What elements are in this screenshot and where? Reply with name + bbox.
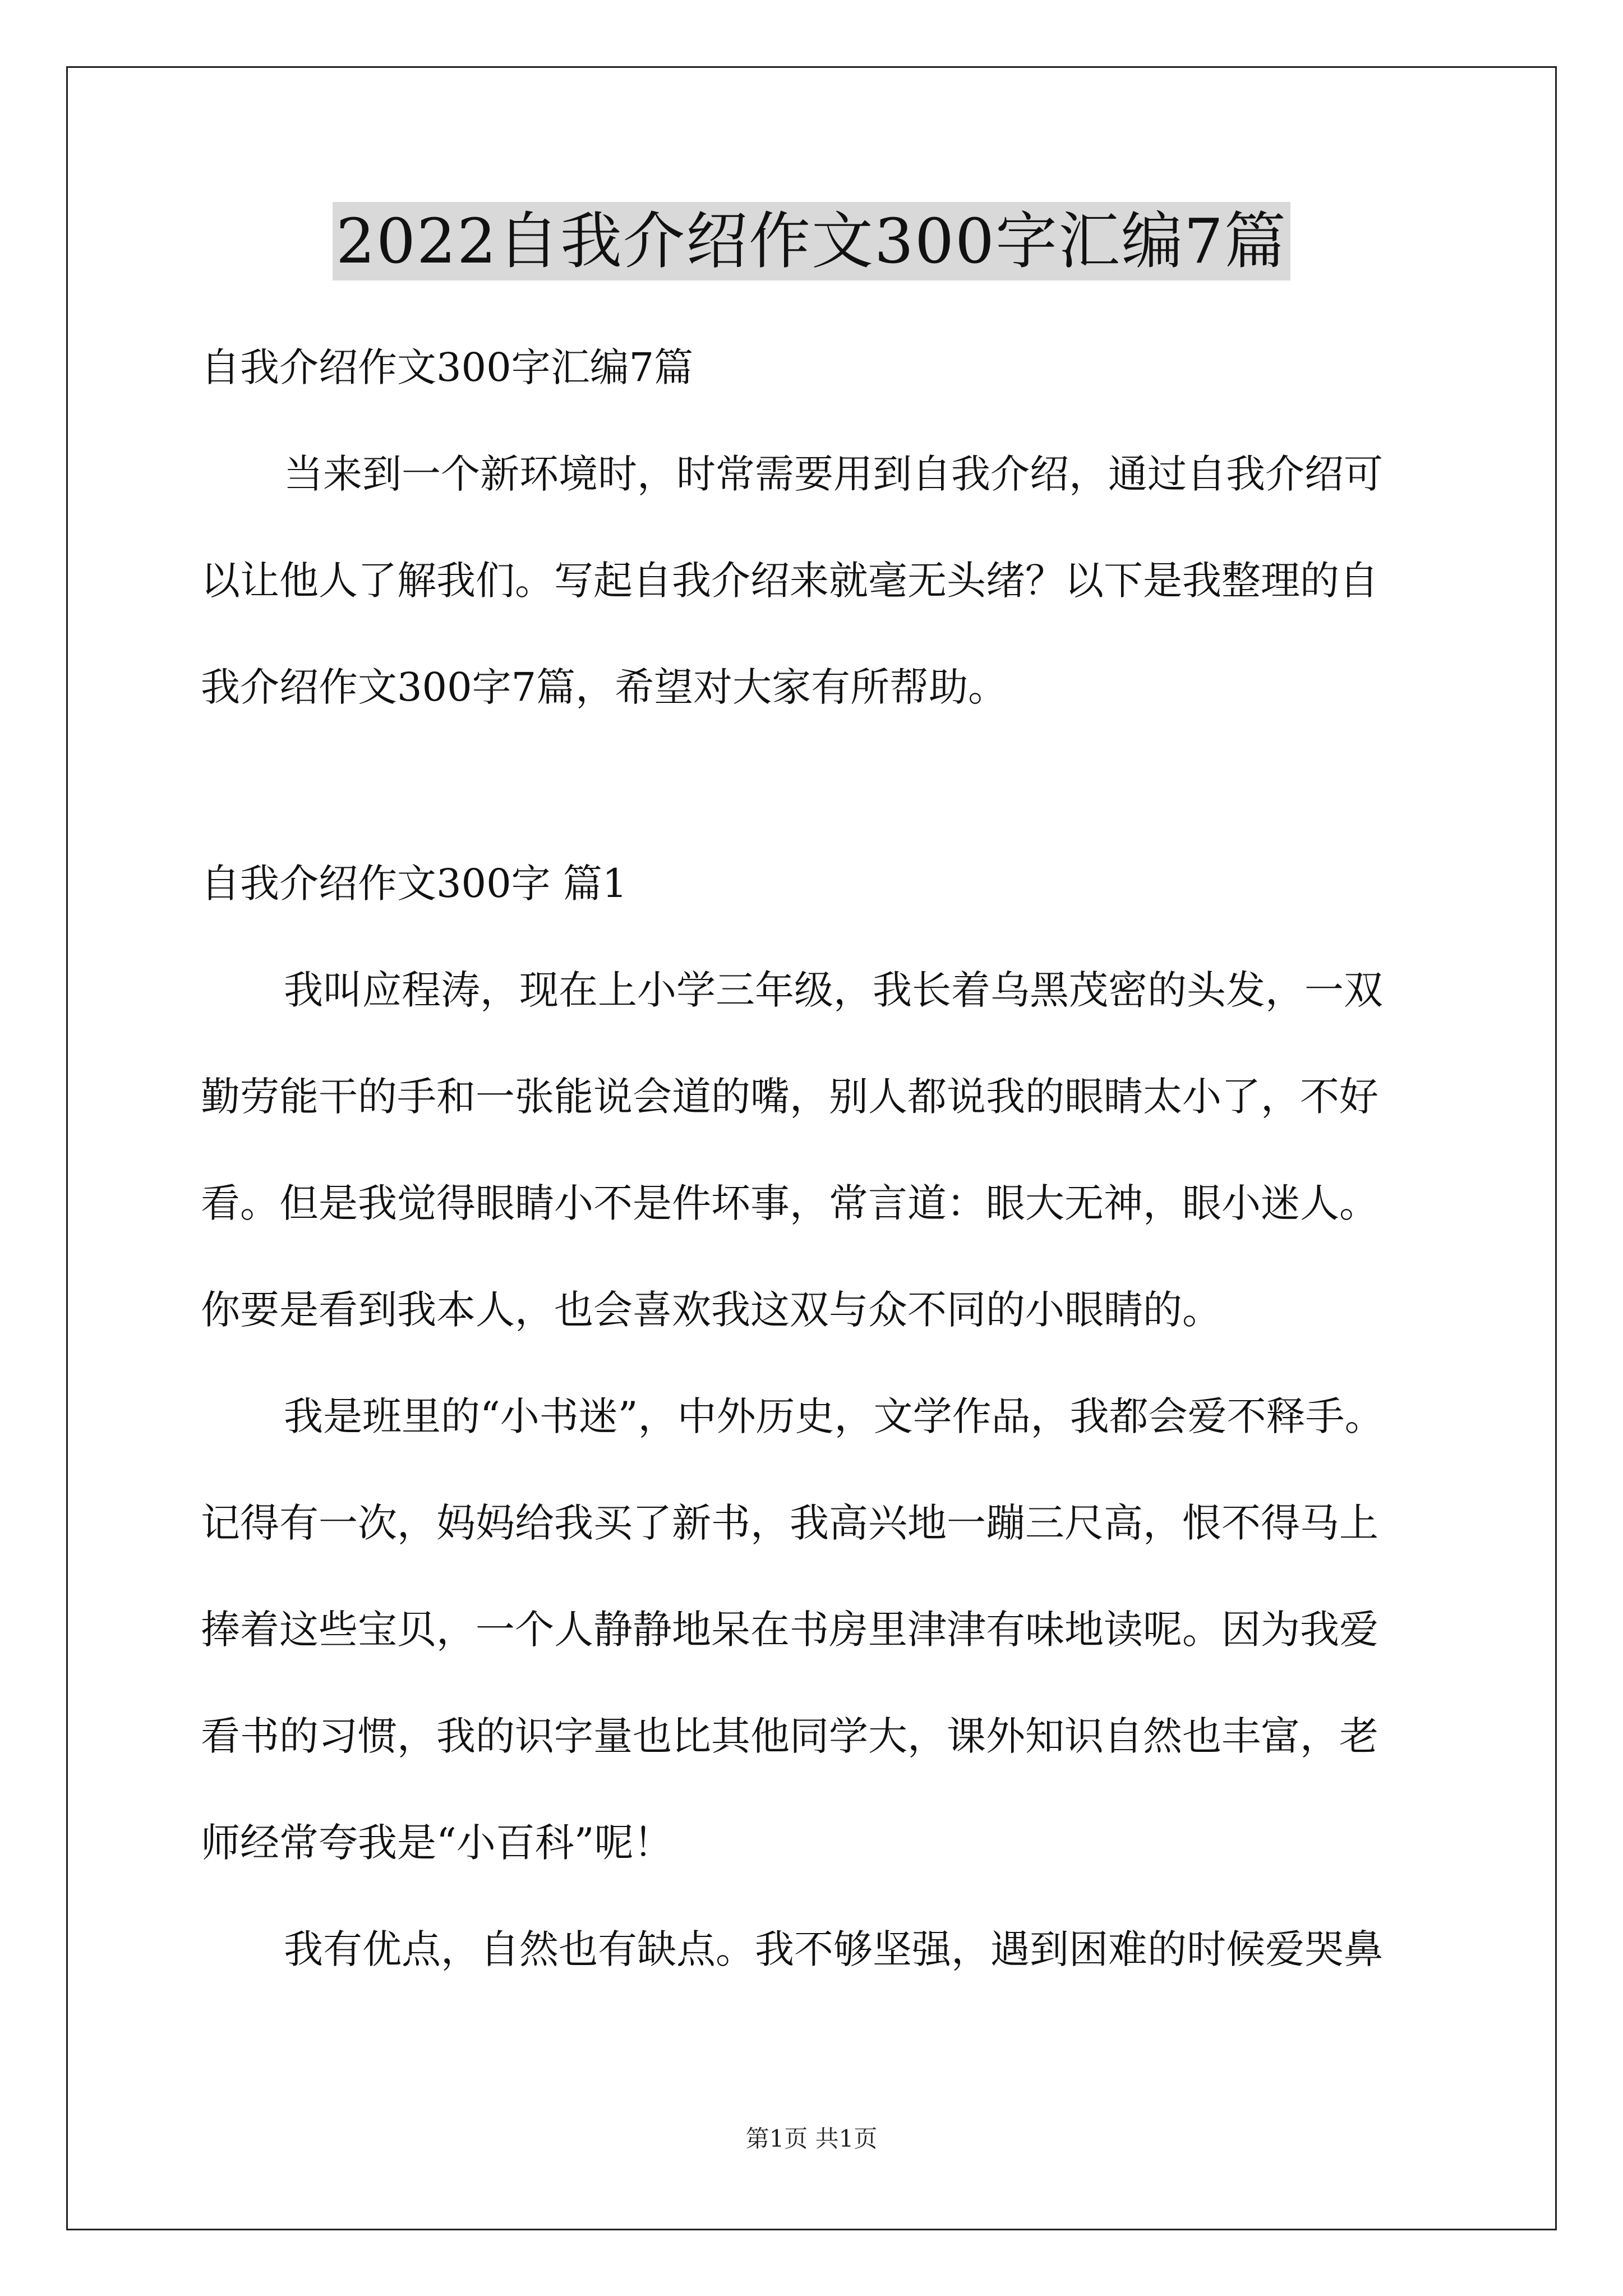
intro-line-3: 我介绍作文300字7篇，希望对大家有所帮助。 bbox=[201, 664, 1008, 710]
page-footer: 第1页 共1页 bbox=[745, 2125, 878, 2152]
document-body bbox=[201, 314, 1423, 2003]
subtitle: 自我介绍作文300字汇编7篇 bbox=[201, 344, 694, 390]
para2-line-5: 师经常夸我是“小百科”呢！ bbox=[201, 1820, 673, 1866]
section-gap bbox=[201, 740, 1423, 830]
section-heading: 自我介绍作文300字 篇1 bbox=[201, 861, 628, 907]
para1-line-4: 你要是看到我本人，也会喜欢我这双与众不同的小眼睛的。 bbox=[201, 1287, 1221, 1333]
intro-line-2: 以让他人了解我们。写起自我介绍来就毫无头绪？以下是我整理的自 bbox=[201, 558, 1378, 604]
para2-line-2: 记得有一次，妈妈给我买了新书，我高兴地一蹦三尺高，恨不得马上 bbox=[201, 1500, 1378, 1546]
para1-line-3: 看。但是我觉得眼睛小不是件坏事，常言道：眼大无神，眼小迷人。 bbox=[201, 1180, 1378, 1226]
para2-line-4: 看书的习惯，我的识字量也比其他同学大，课外知识自然也丰富，老 bbox=[201, 1713, 1378, 1759]
intro-line-1: 当来到一个新环境时，时常需要用到自我介绍，通过自我介绍可 bbox=[284, 451, 1383, 497]
para1-line-2: 勤劳能干的手和一张能说会道的嘴，别人都说我的眼睛太小了，不好 bbox=[201, 1074, 1378, 1120]
document-title-wrapper bbox=[0, 202, 1623, 280]
para2-line-1: 我是班里的“小书迷”，中外历史，文学作品，我都会爱不释手。 bbox=[284, 1393, 1384, 1439]
para1-line-1: 我叫应程涛，现在上小学三年级，我长着乌黑茂密的头发，一双 bbox=[284, 967, 1383, 1013]
document-title: 2022自我介绍作文300字汇编7篇 bbox=[333, 202, 1290, 280]
para2-line-3: 捧着这些宝贝，一个人静静地呆在书房里津津有味地读呢。因为我爱 bbox=[201, 1607, 1378, 1653]
para3-line-1: 我有优点，自然也有缺点。我不够坚强，遇到困难的时候爱哭鼻 bbox=[284, 1926, 1383, 1972]
